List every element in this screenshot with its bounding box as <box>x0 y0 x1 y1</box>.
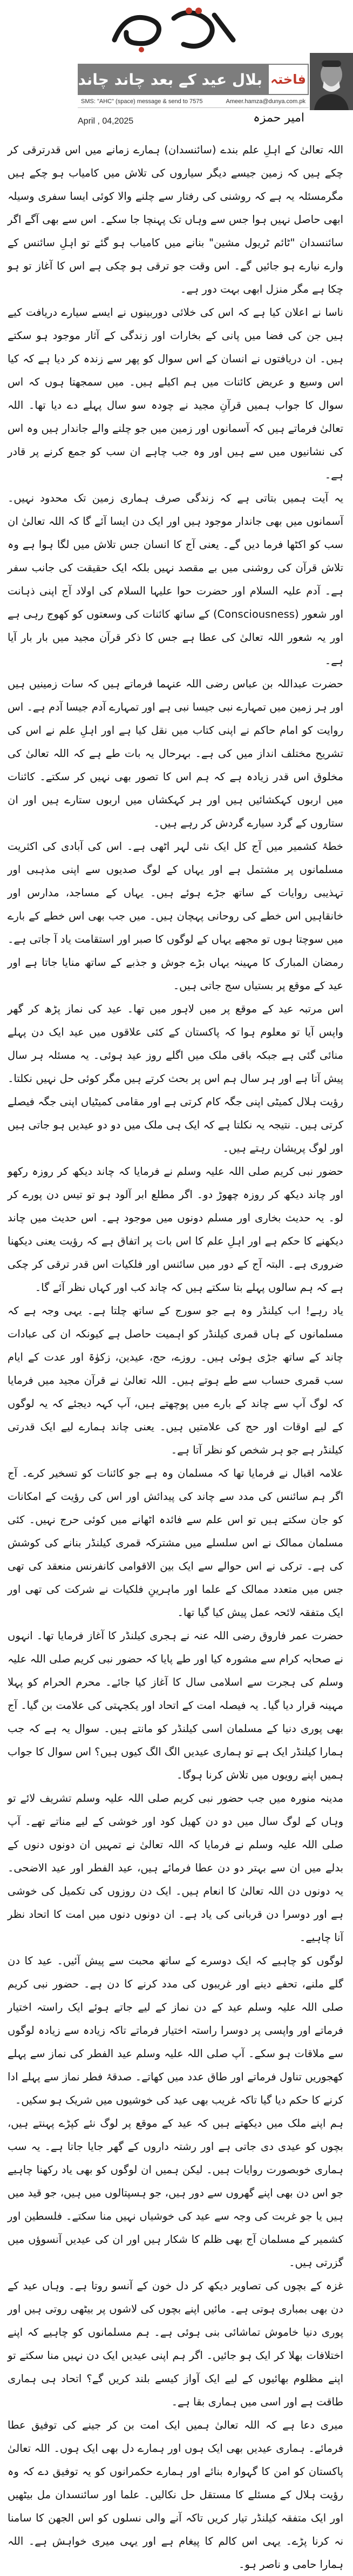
article-paragraph: اس مرتبہ عید کے موقع پر میں لاہور میں تھا۔ عید کی نماز پڑھ کر گھر واپس آیا تو معلوم ہوا کہ پاکستان کے کئی علاقوں میں عید ایک دن پہلے منائی گئی ہے جبکہ باقی ملک میں اگلے روز عید ہوئی۔ یہ مسئلہ ہر سال پیش آتا ہے اور ہر سال ہم اس پر بحث کرتے ہیں مگر کوئی حل نہیں نکلتا۔ رؤیت ہلال کمیٹی اپنی جگہ کام کرتی ہے اور مقامی کمیٹیاں اپنی جگہ فیصلے کرتی ہیں۔ نتیجہ یہ نکلتا ہے کہ ایک ہی ملک میں دو دو عیدیں ہو جاتی ہیں اور لوگ پریشان رہتے ہیں۔ <box>8 1003 343 1154</box>
author-photo-icon <box>310 53 353 110</box>
article-paragraph: یاد رہے! اب کیلنڈر وہ ہے جو سورج کے ساتھ چلتا ہے۔ یہی وجہ ہے کہ مسلمانوں کے ہاں قمری کیلنڈر کو اہمیت حاصل ہے کیونکہ ان کی عبادات چاند کے ساتھ جڑی ہوئی ہیں۔ روزے، حج، عیدین، زکوٰۃ اور عدت کے ایام سب قمری حساب سے طے ہوتے ہیں۔ اللہ تعالیٰ نے قرآن مجید میں فرمایا کہ لوگ آپ سے چاند کے بارے میں پوچھتے ہیں، آپ کہہ دیجئے کہ یہ لوگوں کے لیے اوقات اور حج کی علامتیں ہیں۔ یعنی چاند ہمارے لیے ایک قدرتی کیلنڈر ہے جو ہر شخص کو نظر آتا ہے۔ <box>8 1304 343 1456</box>
article-paragraph: حضرت عبداللہ بن عباس رضی اللہ عنہما فرماتے ہیں کہ سات زمینیں ہیں اور ہر زمین میں تمہارے نبی جیسا نبی ہے اور تمہارے آدم جیسا آدم ہے۔ اس روایت کو امام حاکم نے اپنی کتاب میں نقل کیا ہے اور اہلِ علم نے اس کی تشریح مختلف انداز میں کی ہے۔ بہرحال یہ بات طے ہے کہ اللہ تعالیٰ کی مخلوق اس قدر زیادہ ہے کہ ہم اس کا تصور بھی نہیں کر سکتے۔ کائنات میں اربوں کہکشائیں ہیں اور ہر کہکشاں میں اربوں ستارے ہیں اور ان ستاروں کے گرد سیارے گردش کر رہے ہیں۔ <box>8 678 343 829</box>
author-email[interactable]: Ameer.hamza@dunya.com.pk <box>226 98 306 105</box>
article-body <box>8 138 343 2571</box>
article-paragraph: یہ آیت ہمیں بتاتی ہے کہ زندگی صرف ہماری زمین تک محدود نہیں۔ آسمانوں میں بھی جاندار موجود ہیں اور ایک دن ایسا آئے گا کہ اللہ تعالیٰ ان سب کو اکٹھا فرما دیں گے۔ یعنی آج کا انسان جس تلاش میں لگا ہوا ہے وہ تلاش قرآن کی روشنی میں بے مقصد نہیں بلکہ ایک حقیقت کی جانب سفر ہے۔ آدم علیہ السلام اور حضرت حوا علیہا السلام کی اولاد آج اپنی ذہانت اور شعور (Consciousness) کے ساتھ کائنات کی وسعتوں کو کھوج رہی ہے اور یہ شعور اللہ تعالیٰ کی عطا ہے جس کا ذکر قرآن مجید میں بار بار آیا ہے۔ <box>8 492 343 667</box>
article-paragraph: ہم اپنے ملک میں دیکھتے ہیں کہ عید کے موقع پر لوگ نئے کپڑے پہنتے ہیں، بچوں کو عیدی دی جاتی ہے اور رشتہ داروں کے گھر جایا جاتا ہے۔ یہ سب ہماری خوبصورت روایات ہیں۔ لیکن ہمیں ان لوگوں کو بھی یاد رکھنا چاہیے جو اس دن بھی اپنے گھروں سے دور ہیں، جو ہسپتالوں میں ہیں، جو قید میں ہیں یا جو غربت کی وجہ سے عید کی خوشیاں نہیں منا سکتے۔ فلسطین اور کشمیر کے مسلمان آج بھی ظلم کا شکار ہیں اور ان کی عیدیں آنسوؤں میں گزرتی ہیں۔ <box>8 2117 343 2269</box>
sms-info: SMS: "AHC" (space) message & send to 7575 <box>81 98 203 105</box>
article-paragraph: علامہ اقبال نے فرمایا تھا کہ مسلمان وہ ہے جو کائنات کو تسخیر کرے۔ آج اگر ہم سائنس کی مدد سے چاند کی پیدائش اور اس کی رؤیت کے امکانات کو جان سکتے ہیں تو اس علم سے فائدہ اٹھانے میں کوئی حرج نہیں۔ کئی مسلمان ممالک نے اس سلسلے میں مشترکہ قمری کیلنڈر بنانے کی کوشش کی ہے۔ ترکی نے اس حوالے سے ایک بین الاقوامی کانفرنس منعقد کی تھی جس میں متعدد ممالک کے علما اور ماہرینِ فلکیات نے شرکت کی تھی اور ایک متفقہ لائحہ عمل پیش کیا گیا تھا۔ <box>8 1467 343 1619</box>
article-paragraph: حضور نبی کریم صلی اللہ علیہ وسلم نے فرمایا کہ چاند دیکھ کر روزہ رکھو اور چاند دیکھ کر روزہ چھوڑ دو۔ اگر مطلع ابر آلود ہو تو تیس دن پورے کر لو۔ یہ حدیث بخاری اور مسلم دونوں میں موجود ہے۔ اس حدیث میں چاند دیکھنے کا حکم ہے اور اہلِ علم کا اس بات پر اتفاق ہے کہ رؤیت یعنی دیکھنا ضروری ہے۔ البتہ آج کے دور میں سائنس اور فلکیات اس قدر ترقی کر چکی ہے کہ ہم سالوں پہلے بتا سکتے ہیں کہ چاند کب اور کہاں نظر آئے گا۔ <box>8 1165 343 1294</box>
column-name: فاختہ <box>270 72 306 87</box>
article-paragraph: لوگوں کو چاہیے کہ ایک دوسرے کے ساتھ محبت سے پیش آئیں۔ عید کا دن گلے ملنے، تحفے دینے اور غریبوں کی مدد کرنے کا دن ہے۔ حضور نبی کریم صلی اللہ علیہ وسلم عید کے دن نماز کے لیے جاتے ہوئے ایک راستہ اختیار فرماتے اور واپسی پر دوسرا راستہ اختیار فرماتے تاکہ زیادہ سے زیادہ لوگوں سے ملاقات ہو سکے۔ آپ صلی اللہ علیہ وسلم عید الفطر کی نماز سے پہلے کھجوریں تناول فرماتے اور طاق عدد میں کھاتے۔ صدقۂ فطر نماز سے پہلے ادا کرنے کا حکم دیا گیا تاکہ غریب بھی عید کی خوشیوں میں شریک ہو سکیں۔ <box>8 1955 343 2106</box>
column-title: بلال عید کے بعد چاند چاند <box>78 70 262 89</box>
article-paragraph: خطۂ کشمیر میں آج کل ایک نئی لہر اٹھی ہے۔ اس کی آبادی کی اکثریت مسلمانوں پر مشتمل ہے اور یہاں کے لوگ صدیوں سے اپنی مذہبی اور تہذیبی روایات کے ساتھ جڑے ہوئے ہیں۔ یہاں کے مساجد، مدارس اور خانقاہیں اس خطے کی روحانی پہچان ہیں۔ میں جب بھی اس خطے کے بارے میں سوچتا ہوں تو مجھے یہاں کے لوگوں کا صبر اور استقامت یاد آ جاتی ہے۔ رمضان المبارک کا مہینہ یہاں بڑے جوش و جذبے کے ساتھ منایا جاتا ہے اور عید کے موقع پر بستیاں سج جاتی ہیں۔ <box>8 840 343 992</box>
article-paragraph: اللہ تعالیٰ کے اہلِ علم بندے (سائنسدان) ہمارے زمانے میں اس قدرترقی کر چکے ہیں کہ زمین جیسے دیگر سیاروں کی تلاش میں کامیاب ہو چکے ہیں مگرمسئلہ یہ ہے کہ روشنی کی رفتار سے چلنے والا کوئی ایسا سفری وسیلہ ابھی حاصل نہیں ہوا جس سے وہاں تک پہنچا جا سکے۔ اس سے بھی آگے اگر سائنسدان "ٹائم ٹریول مشین" بنانے میں کامیاب ہو گئے تو اہلِ سائنس کے وارے نیارے ہو جائیں گے۔ اس وقت جو ترقی ہو چکی ہے اس کا آغاز تو ہو چکا ہے مگر منزل ابھی بہت دور ہے۔ <box>8 144 343 295</box>
publish-date: April , 04,2025 <box>78 117 134 126</box>
dunya-logo <box>71 2 276 54</box>
article-paragraph: ناسا نے اعلان کیا ہے کہ اس کی خلائی دوربینوں نے ایسے سیارے دریافت کیے ہیں جن کی فضا میں پانی کے بخارات اور زندگی کے آثار موجود ہو سکتے ہیں۔ ان دریافتوں نے انسان کے اس سوال کو پھر سے زندہ کر دیا ہے کہ کیا اس وسیع و عریض کائنات میں ہم اکیلے ہیں۔ میں سمجھتا ہوں کہ اس سوال کا جواب ہمیں قرآنِ مجید نے چودہ سو سال پہلے دے دیا تھا۔ اللہ تعالیٰ فرماتے ہیں کہ آسمانوں اور زمین میں جو چلنے والے جاندار ہیں وہ اس کی نشانیوں میں سے ہیں اور وہ جب چاہے ان سب کو جمع کرنے پر قادر ہے۔ <box>8 306 343 481</box>
contact-strip <box>78 95 309 108</box>
column-name-box <box>268 64 309 95</box>
column-title-band <box>78 64 268 95</box>
article-paragraph: میری دعا ہے کہ اللہ تعالیٰ ہمیں ایک امت بن کر جینے کی توفیق عطا فرمائے۔ ہماری عیدیں بھی ایک ہوں اور ہمارے دل بھی ایک ہوں۔ اللہ تعالیٰ پاکستان کو امن کا گہوارہ بنائے اور ہمارے حکمرانوں کو یہ توفیق دے کہ وہ رؤیت ہلال کے مسئلے کا مستقل حل نکالیں۔ علما اور سائنسدان مل بیٹھیں اور ایک متفقہ کیلنڈر تیار کریں تاکہ آنے والی نسلوں کو اس الجھن کا سامنا نہ کرنا پڑے۔ یہی اس کالم کا پیغام ہے اور یہی میری خواہش ہے۔ اللہ ہمارا حامی و ناصر ہو۔ <box>8 2419 343 2571</box>
dunya-logo-mark <box>93 2 255 54</box>
article-paragraph: حضرت عمر فاروق رضی اللہ عنہ نے ہجری کیلنڈر کا آغاز فرمایا تھا۔ انہوں نے صحابہ کرام سے مشورہ کیا اور طے پایا کہ حضور نبی کریم صلی اللہ علیہ وسلم کی ہجرت سے اسلامی سال کا آغاز کیا جائے۔ محرم الحرام کو پہلا مہینہ قرار دیا گیا۔ یہ فیصلہ امت کے اتحاد اور یکجہتی کی علامت بن گیا۔ آج بھی پوری دنیا کے مسلمان اسی کیلنڈر کو مانتے ہیں۔ سوال یہ ہے کہ جب ہمارا کیلنڈر ایک ہے تو ہماری عیدیں الگ الگ کیوں ہیں؟ اس سوال کا جواب ہمیں اپنے رویوں میں تلاش کرنا ہوگا۔ <box>8 1630 343 1781</box>
author-name: امیر حمزہ <box>253 111 304 125</box>
article-paragraph: مدینہ منورہ میں جب حضور نبی کریم صلی اللہ علیہ وسلم تشریف لائے تو وہاں کے لوگ سال میں دو دن کھیل کود اور خوشی کے لیے مناتے تھے۔ آپ صلی اللہ علیہ وسلم نے فرمایا کہ اللہ تعالیٰ نے تمہیں ان دونوں دنوں کے بدلے میں ان سے بہتر دو دن عطا فرمائے ہیں، عید الفطر اور عید الاضحی۔ یہ دونوں دن اللہ تعالیٰ کا انعام ہیں۔ ایک دن روزوں کی تکمیل کی خوشی ہے اور دوسرا دن قربانی کی یاد ہے۔ ان دونوں دنوں میں امت کا اتحاد نظر آنا چاہیے۔ <box>8 1792 343 1944</box>
author-photo <box>310 53 353 110</box>
article-paragraph: غزہ کے بچوں کی تصاویر دیکھ کر دل خون کے آنسو روتا ہے۔ وہاں عید کے دن بھی بمباری ہوتی ہے۔ مائیں اپنے بچوں کی لاشوں پر بیٹھی روتی ہیں اور پوری دنیا خاموش تماشائی بنی ہوئی ہے۔ ہم مسلمانوں کو چاہیے کہ اپنے اختلافات بھلا کر ایک ہو جائیں۔ اگر ہم اپنی عیدیں ایک دن نہیں منا سکتے تو اپنے مظلوم بھائیوں کے لیے ایک آواز کیسے بلند کریں گے؟ اتحاد ہی ہماری طاقت ہے اور اسی میں ہماری بقا ہے۔ <box>8 2280 343 2408</box>
